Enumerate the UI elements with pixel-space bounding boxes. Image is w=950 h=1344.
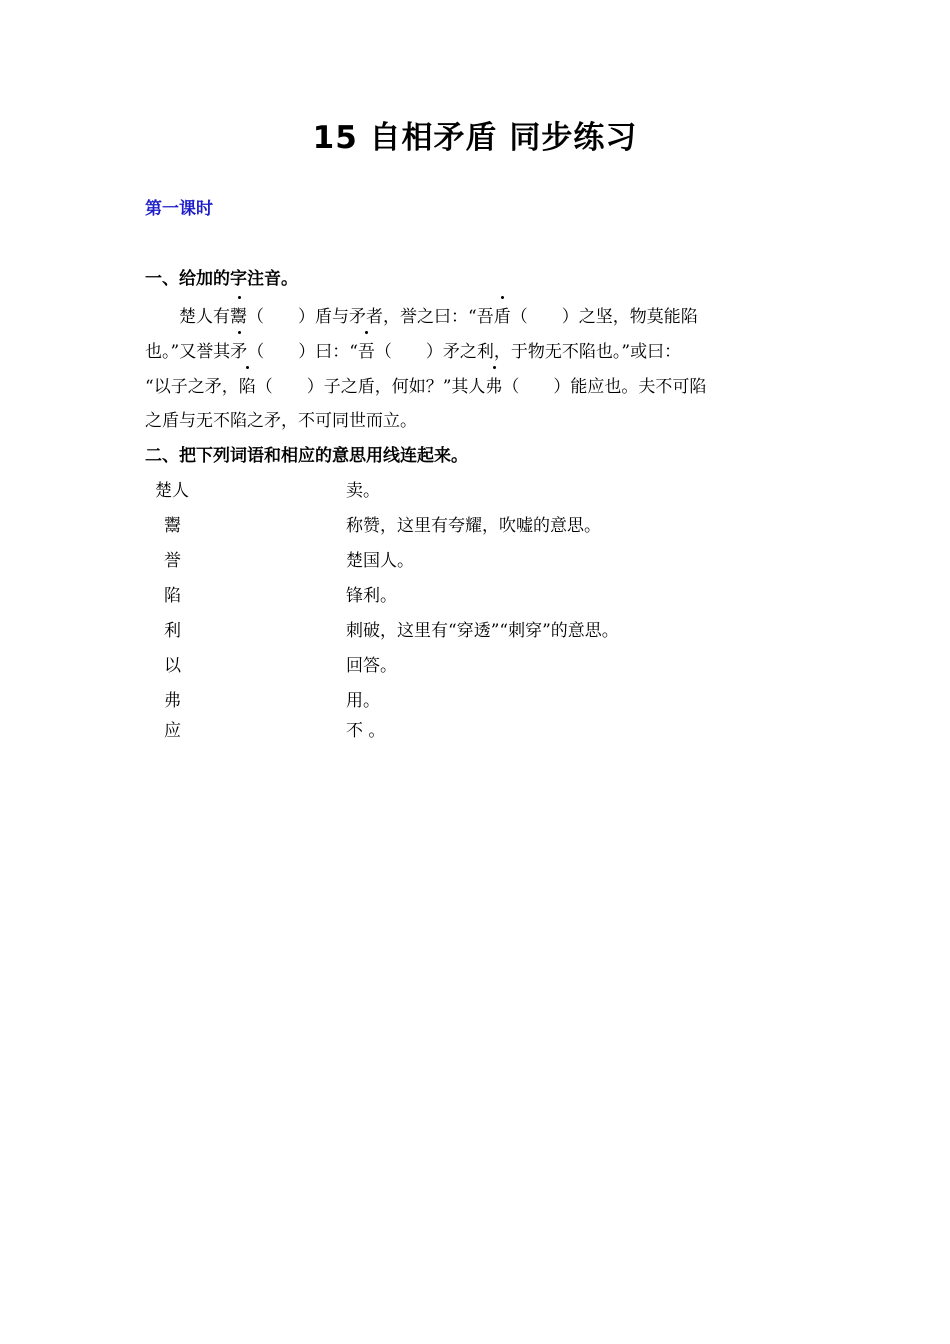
dotted-character: 弗 (485, 372, 502, 397)
section-heading-pinyin: 一、给加的字注音。 (145, 269, 298, 289)
dotted-character: 陷 (239, 372, 256, 397)
passage-text: （ ）矛之利，于物无不陷也。”或曰： (374, 342, 682, 362)
match-meaning: 楚国人。 (346, 551, 414, 571)
match-meaning: 卖。 (346, 481, 380, 501)
match-word: 陷 (164, 586, 181, 606)
passage-text: （ ）子之盾，何如？”其人 (255, 377, 486, 397)
match-meaning: 用。 (346, 691, 380, 711)
match-word: 楚人 (155, 481, 189, 501)
match-word: 鬻 (164, 516, 181, 536)
passage-text: （ ）之坚，物莫能陷 (510, 307, 698, 327)
match-word: 弗 (164, 691, 181, 711)
match-meaning: 刺破，这里有“穿透”“刺穿”的意思。 (346, 621, 619, 641)
page-title: 15 自相矛盾 同步练习 (312, 120, 638, 156)
passage-text: （ ）盾与矛者，誉之曰：“吾 (247, 307, 494, 327)
passage-text: “以子之矛， (145, 377, 239, 397)
match-meaning: 回答。 (346, 656, 397, 676)
passage-line-4: 之盾与无不陷之矛，不可同世而立。 (145, 411, 417, 431)
match-meaning: 不 。 (346, 721, 386, 741)
match-word: 应 (164, 721, 181, 741)
dotted-character: 吾 (358, 337, 375, 362)
passage-line-1 (179, 302, 698, 327)
match-meaning: 锋利。 (346, 586, 397, 606)
passage-line-2 (145, 337, 681, 362)
passage-line-3 (145, 372, 706, 397)
passage-text: （ ）能应也。夫不可陷 (502, 377, 707, 397)
dotted-character: 矛 (230, 337, 247, 362)
dotted-character: 鬻 (230, 302, 247, 327)
passage-text: （ ）曰：“ (247, 342, 358, 362)
passage-text: 也。”又誉其 (145, 342, 231, 362)
lesson-label: 第一课时 (145, 199, 213, 219)
section-heading-matching: 二、把下列词语和相应的意思用线连起来。 (145, 446, 468, 466)
match-word: 誉 (164, 551, 181, 571)
match-word: 利 (164, 621, 181, 641)
match-meaning: 称赞，这里有夸耀，吹嘘的意思。 (346, 516, 601, 536)
dotted-character: 盾 (494, 302, 511, 327)
match-word: 以 (164, 656, 181, 676)
passage-text: 楚人有 (179, 307, 230, 327)
